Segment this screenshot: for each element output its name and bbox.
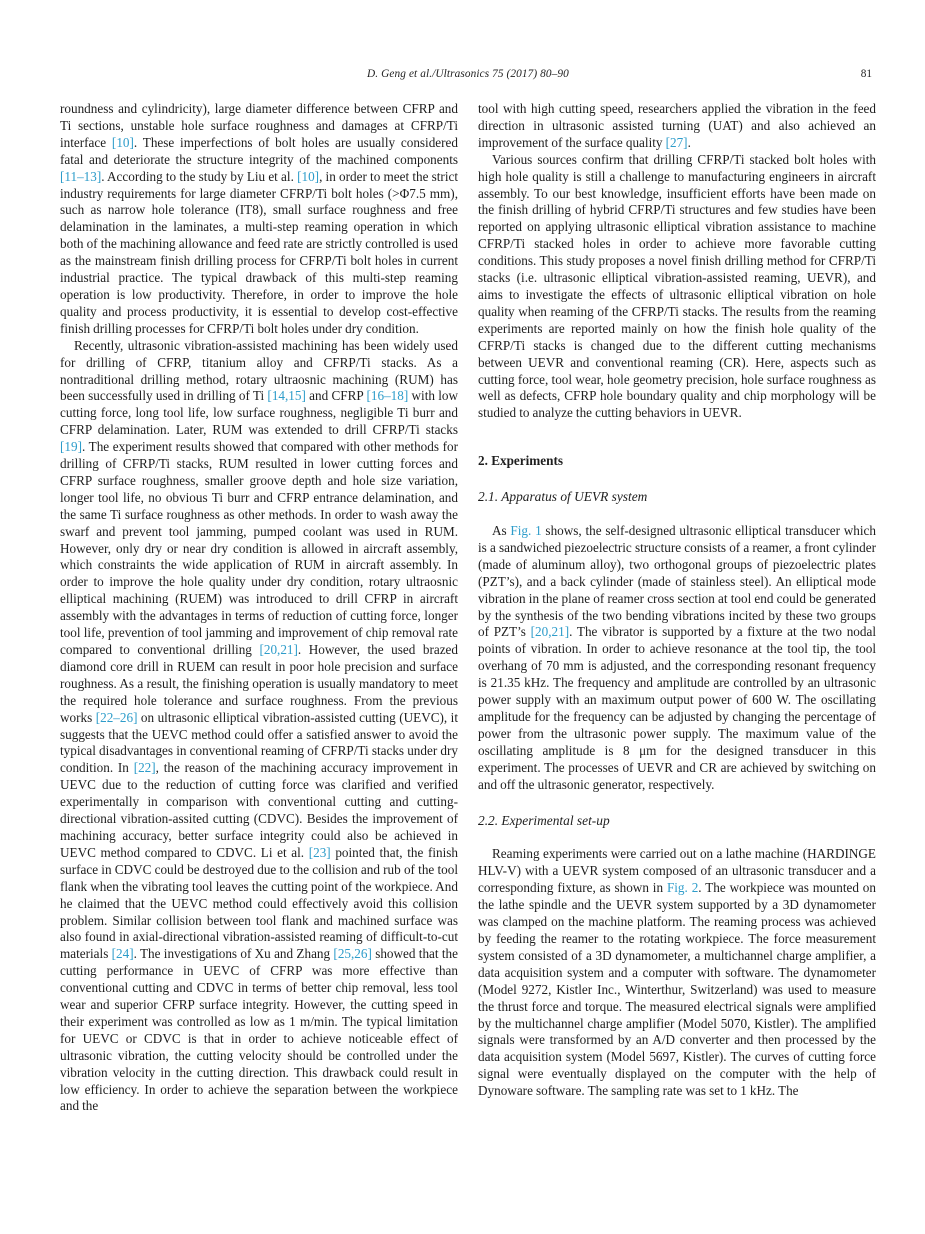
article-body [60,101,876,1115]
citation-link[interactable]: [23] [308,844,331,860]
citation-link[interactable]: [10] [297,168,320,184]
citation-link[interactable]: [19] [60,439,82,455]
citation-link[interactable]: [27] [665,134,688,150]
right-column [478,101,876,1115]
section-heading: 2. Experiments [478,453,563,469]
citation-link[interactable]: [16–18] [366,388,409,404]
citation-link[interactable]: [20,21] [259,642,298,657]
paragraph: tool with high cutting speed, researchers applied the vibration in the feed direction in ultrasonic assisted turning (UAT) and also achieved an improvement of the surface quality [27]. [478,101,876,150]
citation-link[interactable]: [11–13] [60,168,102,184]
paragraph: Various sources confirm that drilling CFRP/Ti stacked bolt holes with high hole quality is still a challenge to manufacturing engineers in aircraft assembly. To our best knowledge, insufficient efforts have been made on the finish drilling of hybrid CFRP/Ti structures and few studies have been reported on applying ultrasonic elliptical vibration assistance to machine CFRP/Ti stacked holes in order to achieve more favorable cutting conditions. This study proposes a novel finish drilling method for CFRP/Ti stacks (i.e. ultrasonic elliptical vibration-assisted reaming, UEVR), and aims to investigate the effects of ultrasonic elliptical vibration on hole quality when reaming of the CFRP/Ti stacks. The results from the reaming experiments are reported mainly on how the finish hole quality of the CFRP/Ti stacks is changed due to the different cutting mechanisms between UEVR and conventional reaming (CR). Here, aspects such as cutting force, tool wear, hole geometry precision, hole surface roughness as well as defects, CFRP hole boundary quality and chip morphology will be studied to analyze the cutting behaviors in UEVR. [478,151,876,421]
subsection-heading: 2.2. Experimental set-up [478,812,610,828]
paragraph: Recently, ultrasonic vibration-assisted machining has been widely used for drilling of CFRP, titanium alloy and CFRP/Ti stacks. As a nontraditional drilling method, rotary ultraosnic machining (RUM) has been successfully used in drilling of Ti [14,15] and CFRP [16–18] with low cutting force, long tool life, low surface roughness, negligible Ti burr and CFRP delamination. Later, RUM was extended to drill CFRP/Ti stacks [19]. The experiment results showed that compared with other methods for drilling of CFRP/Ti stacks, RUM resulted in lower cutting forces and CFRP surface roughness, smaller groove depth and hole size variation, longer tool life, no obvious Ti burr and CFRP entrance delamination, and the same Ti surface roughness as other methods. In order to wash away the swarf and prevent tool jamming, pumped coolant was used in RUM. However, only dry or near dry condition is allowed in aircraft assembly, which constraints the wide application of RUM in aircraft assembly. In order to improve the hole quality under dry condition, rotary ultraosnic elliptical machining (RUEM) was introduced to drill CFRP in aircraft assembly with the advantages in terms of reduction of cutting force, longer tool life, prevention of tool jamming and improvement of chip removal rate compared to conventional drilling [20,21]. However, the used brazed diamond core drill in RUEM can result in poor hole precision and surface roughness. As a result, the finishing operation is usually mandatory to meet the required hole tolerance and surface roughness. From the previous works [22–26] on ultrasonic elliptical vibration-assisted cutting (UEVC), it suggests that the UEVC method could offer a satisfied answer to avoid the typical disadvantages in conventional reaming of CFRP/Ti stacks under dry condition. In [22], the reason of the machining accuracy improvement in UEVC due to the reduction of cutting force was clarified and verified experimentally in comparison with conventional cutting and cutting-directional vibration-assited cutting (CDVC). Besides the improvement of machining accuracy, better surface integrity could also be achieved in UEVC method compared to CDVC. Li et al. [23] pointed that, the finish surface in CDVC could be destroyed due to the collision and rub of the tool flank when the vibrating tool leaves the cutting point of the workpiece. And he claimed that the UEVC method could effectively avoid this collision problem. Similar collision between tool flank and machined surface was also found in axial-directional vibration-assisted reaming of difficult-to-cut materials [24]. The investigations of Xu and Zhang [25,26] showed that the cutting performance in UEVC of CFRP was more effective than conventional cutting and CDVC in terms of better chip removal, less tool wear and superior CFRP surface integrity. However, the cutting speed in their experiment was controlled as low as 1 m/min. The typical limitation for UEVC or CDVC is that in order to achieve noticeable effect of ultrasonic vibration, the cutting velocity should be controlled under the vibration velocity in the cutting direction. This drawback could result in low efficiency. In order to achieve the separation between the workpiece and the [60,337,458,1114]
figure-link[interactable]: Fig. 2 [666,880,699,896]
page-number: 81 [860,68,872,80]
citation-link[interactable]: [24] [111,946,134,962]
citation-link[interactable]: [14,15] [267,388,306,404]
left-column [60,101,458,1115]
paragraph: Reaming experiments were carried out on a lathe machine (HARDINGE HLV-V) with a UEVR system composed of an ultrasonic transducer and a corresponding fixture, as shown in Fig. 2. The workpiece was mounted on the lathe spindle and the UEVR system supported by a 3D dynamometer was clamped on the machine platform. The reaming process was achieved by feeding the reamer to the rotating workpiece. The force measurement system consisted of a 3D dynamometer, a multichannel charge amplifier, a data acquisition system and a computer with software. The dynamometer (Model 9272, Kistler Inc., Winterthur, Switzerland) was used to measure the thrust force and torque. The measured electrical signals were amplified by the multichannel charge amplifier (Model 5070, Kistler). The amplified signals were transformed by an A/D converter and then processed by the data acquisition system (Model 5697, Kistler). The curves of cutting force signal were eventually displayed on the computer with the help of Dynoware software. The sampling rate was set to 1 kHz. The [478,846,876,1099]
paragraph: As Fig. 1 shows, the self-designed ultrasonic elliptical transducer which is a sandwiched piezoelectric structure consists of a reamer, a front cylinder (made of aluminum alloy), two orthogonal groups of piezoelectric plates (PZT’s), and a back cylinder (made of stainless steel). An elliptical mode vibration in the plane of reamer cross section at tool end could be generated by the synthesis of the two bending vibrations incited by these two groups of PZT’s [20,21]. The vibrator is supported by a fixture at the two nodal points of vibration. In order to achieve resonance at the tool tip, the tool overhang of 70 mm is adjusted, and the corresponding resonant frequency is 21.35 kHz. The frequency and amplitude are controlled by an ultrasonic power supply with an maximum output power of 600 W. The oscillating amplitude for the frequency can be adjusted by changing the percentage of power from the ultrasonic power supply. The maximum value of the oscillating amplitude is 8 μm for the designed transducer in this experiment. The processes of UEVR and CR are achieved by switching on and off the ultrasonic generator, respectively. [478,523,876,792]
citation-link[interactable]: [10] [111,134,134,150]
subsection-heading: 2.1. Apparatus of UEVR system [478,489,648,505]
citation-link[interactable]: [25,26] [333,946,372,962]
paragraph: roundness and cylindricity), large diameter difference between CFRP and Ti sections, unstable hole surface roughness and damages at CFRP/Ti interface [10]. These imperfections of bolt holes are usually considered fatal and deteriorate the structure integrity of the machined components [11–13]. According to the study by Liu et al. [10], in order to meet the strict industry requirements for large diameter CFRP/Ti bolt holes (>Φ7.5 mm), such as narrow hole tolerance (IT8), small surface roughness and free delamination in the laminates, a multi-step reaming operation in which both of the machining allowance and feed rate are strictly controlled is used as the mainstream finish drilling process for CFRP/Ti bolt holes in current industrial practice. The typical drawback of this multi-step reaming operation is low productivity. Therefore, in order to improve the hole quality and process productivity, it is essential to develop cost-effective finish drilling processes for CFRP/Ti bolt holes under dry condition. [60,101,458,336]
citation-link[interactable]: [20,21] [530,624,570,640]
citation-link[interactable]: [22–26] [95,709,138,725]
page-header [60,68,876,84]
figure-link[interactable]: Fig. 1 [510,523,542,539]
running-title: D. Geng et al./Ultrasonics 75 (2017) 80–90 [367,68,569,80]
citation-link[interactable]: [22] [133,760,156,776]
